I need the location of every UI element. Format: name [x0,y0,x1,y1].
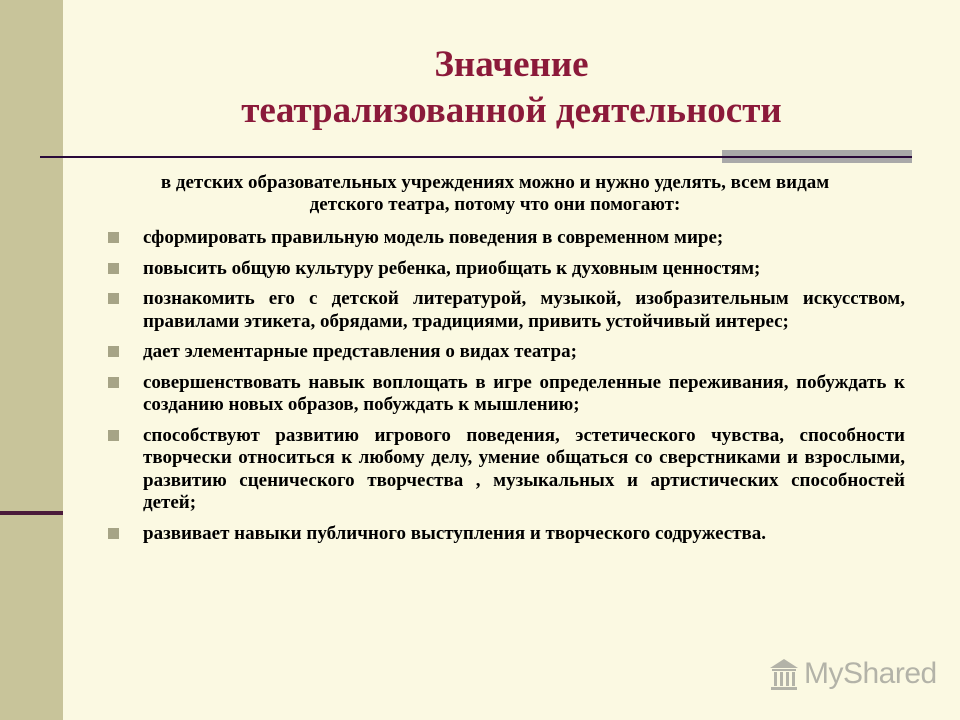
square-bullet-icon [108,232,119,243]
bullet-item [105,258,905,281]
left-band-accent-line [0,511,63,515]
bullet-text: сформировать правильную модель поведения в современном мире; [143,227,724,248]
building-icon [768,656,800,692]
slide-title [63,42,960,134]
square-bullet-icon [108,377,119,388]
title-line-2: театрализованной деятельности [241,90,782,131]
square-bullet-icon [108,346,119,357]
bullet-text: развивает навыки публичного выступления и творческого содружества. [143,522,767,544]
bullet-text: дает элементарные представления о видах театра; [143,341,577,362]
bullet-item [105,372,905,417]
square-bullet-icon [108,528,119,539]
watermark-logo [768,656,937,692]
bullet-item [105,341,905,364]
bullet-text: совершенствовать навык воплощать в игре определенные переживания, побуждать к созданию новых образов, побуждать к мышлению; [143,371,905,415]
bullet-item [105,288,905,333]
bullet-text: повысить общую культуру ребенка, приобщать к духовным ценностям; [143,257,761,279]
bullet-item [105,425,905,515]
watermark-text: MyShared [804,657,937,690]
bullet-item [105,523,905,546]
bullet-item [105,227,905,250]
title-line-1: Значение [434,44,589,85]
square-bullet-icon [108,430,119,441]
bullet-list [105,227,905,553]
square-bullet-icon [108,293,119,304]
square-bullet-icon [108,263,119,274]
bullet-text: познакомить его с детской литературой, музыкой, изобразительным искусством, правилами этикета, обрядами, традициями, привить устойчивый интерес; [143,288,905,332]
title-underline [40,156,912,158]
intro-text: в детских образовательных учреждениях можно и нужно уделять, всем видам детского театра, потому что они помогают: [160,172,830,215]
left-decorative-band [0,0,63,720]
bullet-text: способствуют развитию игрового поведения, эстетического чувства, способности творчески относиться к любому делу, умение общаться со сверстниками и взрослыми, развитию сценического творчества , музыкальных и артистических способностей детей; [143,424,905,513]
